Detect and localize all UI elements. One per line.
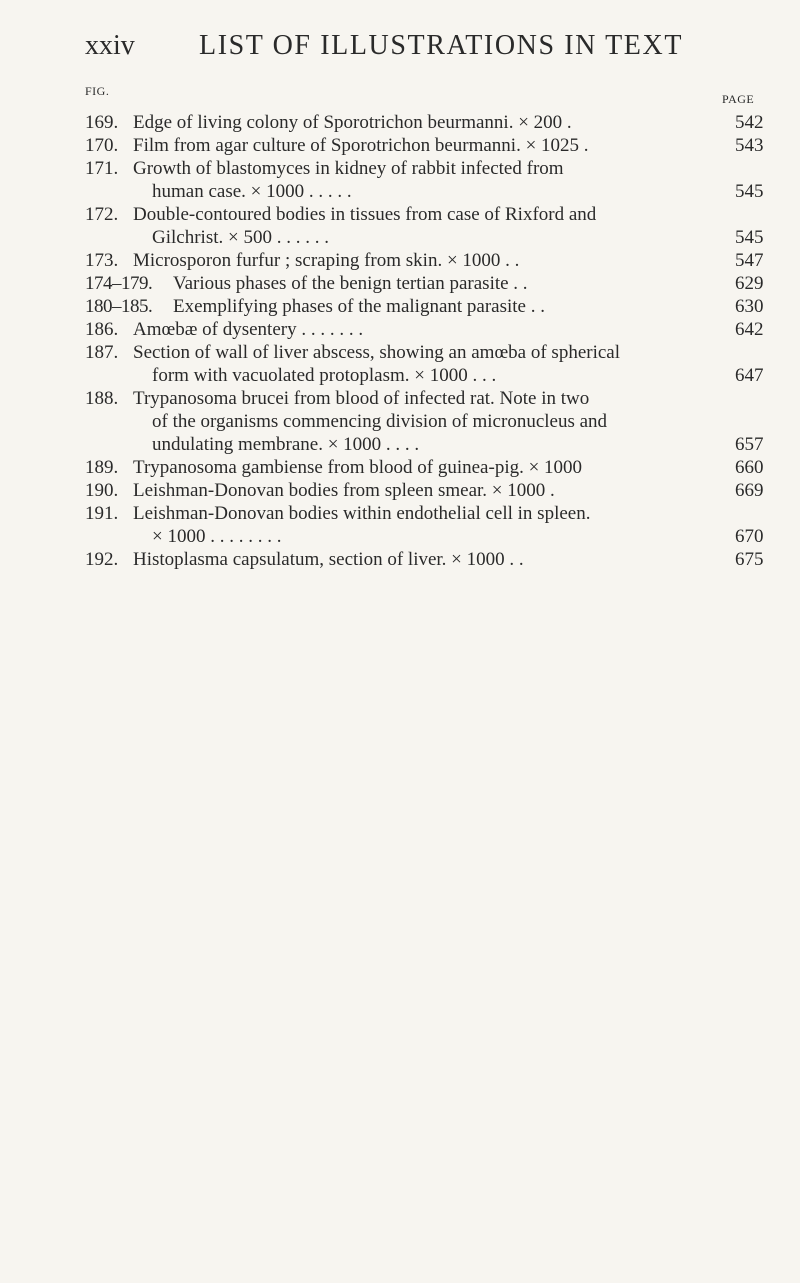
entry-caption: Leishman-Donovan bodies from spleen smear. × 1000 .: [133, 480, 555, 501]
page-reference: 657: [735, 434, 764, 455]
figure-number: 169.: [85, 112, 119, 133]
page-reference: 545: [735, 181, 764, 202]
entry-caption: Gilchrist. × 500 . . . . . .: [152, 227, 329, 248]
entry-line: [85, 433, 785, 456]
entry-caption: form with vacuolated protoplasm. × 1000 . . .: [152, 365, 497, 386]
figure-number: 170.: [85, 135, 119, 156]
figure-number: 186.: [85, 319, 119, 340]
page-reference: 669: [735, 480, 764, 501]
entry-line: [85, 341, 785, 364]
list-item: [85, 479, 785, 502]
list-item: [85, 318, 785, 341]
list-item: [85, 157, 785, 203]
entry-caption: Section of wall of liver abscess, showing an amœba of spherical: [133, 342, 621, 363]
figure-number: 192.: [85, 549, 119, 570]
figure-number: 188.: [85, 388, 119, 409]
fig-column-label: FIG.: [85, 84, 110, 98]
running-title: LIST OF ILLUSTRATIONS IN TEXT: [199, 30, 684, 61]
page-reference: 545: [735, 227, 764, 248]
page-reference: 543: [735, 135, 764, 156]
list-item: [85, 272, 785, 295]
list-item: [85, 341, 785, 387]
entry-caption: Trypanosoma gambiense from blood of guinea-pig. × 1000: [133, 457, 583, 478]
entry-caption: Leishman-Donovan bodies within endothelial cell in spleen.: [133, 503, 591, 524]
page-column-label: PAGE: [722, 92, 755, 106]
page-reference: 630: [735, 296, 764, 317]
entry-line: [85, 180, 785, 203]
entry-caption: Various phases of the benign tertian parasite . .: [173, 273, 528, 294]
entry-caption: Edge of living colony of Sporotrichon beurmanni. × 200 .: [133, 112, 572, 133]
entry-caption: Double-contoured bodies in tissues from case of Rixford and: [133, 204, 597, 225]
entry-line: [85, 226, 785, 249]
figure-number: 173.: [85, 250, 119, 271]
illustration-list: [85, 111, 785, 571]
page-reference: 629: [735, 273, 764, 294]
entry-caption: Film from agar culture of Sporotrichon beurmanni. × 1025 .: [133, 135, 589, 156]
entry-caption: of the organisms commencing division of micronucleus and: [152, 411, 608, 432]
list-item: [85, 387, 785, 456]
page-reference: 660: [735, 457, 764, 478]
page-reference: 642: [735, 319, 764, 340]
entry-line: [85, 479, 785, 502]
entry-line: [85, 111, 785, 134]
entry-line: [85, 364, 785, 387]
list-item: [85, 249, 785, 272]
entry-line: [85, 410, 785, 433]
page-reference: 670: [735, 526, 764, 547]
entry-caption: Amœbæ of dysentery . . . . . . .: [133, 319, 364, 340]
entry-caption: Microsporon furfur ; scraping from skin. × 1000 . .: [133, 250, 520, 271]
figure-number: 187.: [85, 342, 119, 363]
list-item: [85, 548, 785, 571]
list-item: [85, 502, 785, 548]
entry-caption: × 1000 . . . . . . . .: [152, 526, 282, 547]
entry-line: [85, 249, 785, 272]
page-header: [85, 30, 735, 70]
list-item: [85, 456, 785, 479]
entry-caption: undulating membrane. × 1000 . . . .: [152, 434, 420, 455]
figure-number: 190.: [85, 480, 119, 501]
figure-number: 174–179.: [85, 273, 153, 294]
list-item: [85, 203, 785, 249]
entry-line: [85, 134, 785, 157]
list-item: [85, 295, 785, 318]
page-reference: 647: [735, 365, 764, 386]
entry-line: [85, 157, 785, 180]
page-reference: 675: [735, 549, 764, 570]
entry-line: [85, 502, 785, 525]
entry-line: [85, 525, 785, 548]
figure-number: 189.: [85, 457, 119, 478]
entry-caption: Histoplasma capsulatum, section of liver. × 1000 . .: [133, 549, 524, 570]
entry-caption: Exemplifying phases of the malignant parasite . .: [173, 296, 545, 317]
entry-line: [85, 548, 785, 571]
figure-number: 171.: [85, 158, 119, 179]
page-reference: 542: [735, 112, 764, 133]
entry-line: [85, 318, 785, 341]
page-number: xxiv: [85, 30, 135, 61]
list-item: [85, 134, 785, 157]
entry-caption: human case. × 1000 . . . . .: [152, 181, 352, 202]
figure-number: 191.: [85, 503, 119, 524]
entry-line: [85, 272, 785, 295]
entry-line: [85, 387, 785, 410]
figure-number: 172.: [85, 204, 119, 225]
entry-line: [85, 456, 785, 479]
entry-line: [85, 295, 785, 318]
figure-number: 180–185.: [85, 296, 153, 317]
entry-caption: Trypanosoma brucei from blood of infected rat. Note in two: [133, 388, 590, 409]
page-reference: 547: [735, 250, 764, 271]
list-item: [85, 111, 785, 134]
entry-caption: Growth of blastomyces in kidney of rabbit infected from: [133, 158, 564, 179]
entry-line: [85, 203, 785, 226]
